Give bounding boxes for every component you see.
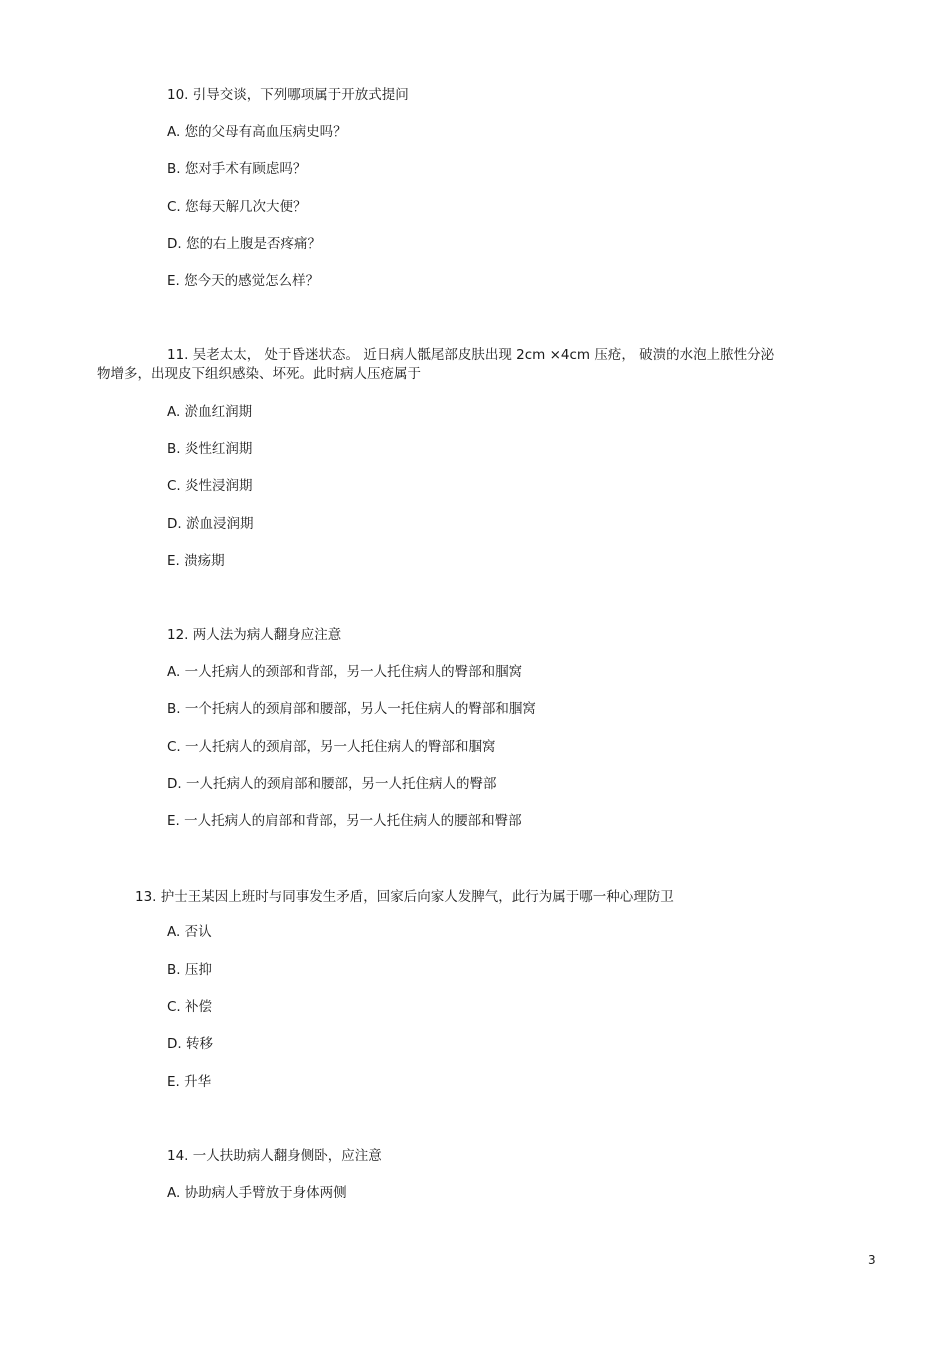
option-a: A. 协助病人手臂放于身体两侧 (167, 1185, 347, 1201)
option-b: B. 压抑 (167, 962, 212, 978)
option-a: A. 您的父母有高血压病史吗？ (167, 124, 347, 140)
option-e: E. 您今天的感觉怎么样？ (167, 273, 320, 289)
option-a: A. 否认 (167, 924, 212, 940)
option-b: B. 一个托病人的颈肩部和腰部，另人一托住病人的臀部和腘窝 (167, 701, 536, 717)
question-stem: 12. 两人法为病人翻身应注意 (167, 627, 342, 643)
option-c: C. 炎性浸润期 (167, 478, 253, 494)
option-c: C. 一人托病人的颈肩部，另一人托住病人的臀部和腘窝 (167, 739, 496, 755)
option-b: B. 炎性红润期 (167, 441, 253, 457)
option-e: E. 溃疡期 (167, 553, 225, 569)
option-e: E. 一人托病人的肩部和背部，另一人托住病人的腰部和臀部 (167, 813, 522, 829)
option-e: E. 升华 (167, 1074, 212, 1090)
option-a: A. 淤血红润期 (167, 404, 253, 420)
option-b: B. 您对手术有顾虑吗？ (167, 161, 307, 177)
page-number: 3 (868, 1253, 876, 1267)
question-stem: 13. 护士王某因上班时与同事发生矛盾，回家后向家人发脾气，此行为属于哪一种心理防卫 (135, 889, 674, 905)
option-d: D. 您的右上腹是否疼痛？ (167, 236, 321, 252)
question-stem-line-1: 11. 吴老太太， 处于昏迷状态。 近日病人骶尾部皮肤出现 2cm ×4cm 压疮， 破溃的水泡上脓性分泌 (167, 347, 775, 363)
option-c: C. 补偿 (167, 999, 213, 1015)
option-d: D. 转移 (167, 1036, 213, 1052)
question-stem: 10. 引导交谈，下列哪项属于开放式提问 (167, 87, 409, 103)
option-a: A. 一人托病人的颈部和背部，另一人托住病人的臀部和腘窝 (167, 664, 523, 680)
question-stem: 14. 一人扶助病人翻身侧卧，应注意 (167, 1148, 382, 1164)
question-stem-line-2: 物增多，出现皮下组织感染、坏死。此时病人压疮属于 (97, 366, 421, 382)
question-stem (97, 346, 867, 384)
option-d: D. 淤血浸润期 (167, 516, 254, 532)
option-c: C. 您每天解几次大便？ (167, 199, 307, 215)
option-d: D. 一人托病人的颈肩部和腰部，另一人托住病人的臀部 (167, 776, 497, 792)
